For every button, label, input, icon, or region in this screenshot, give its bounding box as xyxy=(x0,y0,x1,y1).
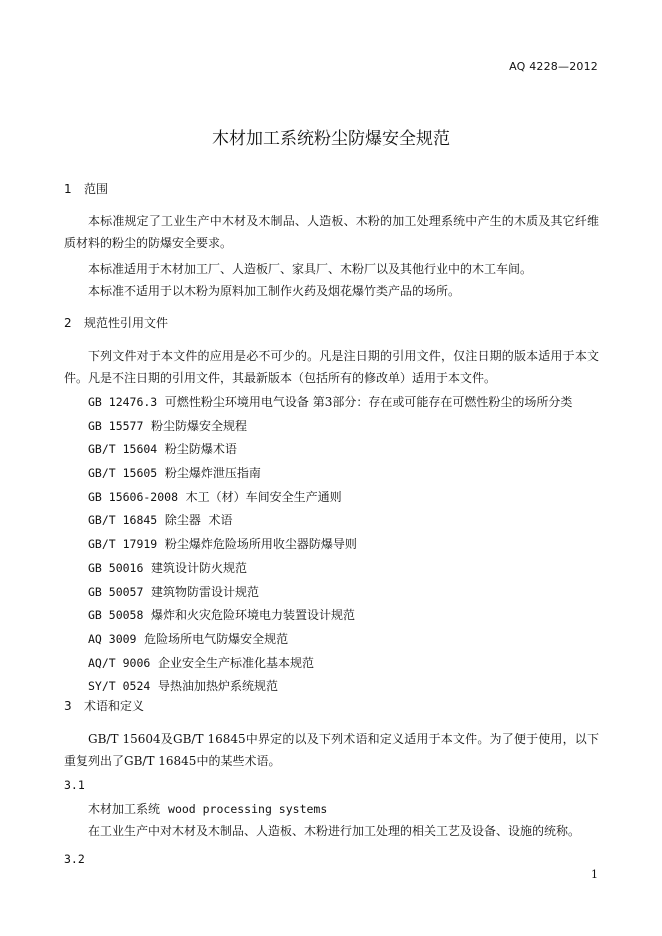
reference-title: 爆炸和火灾危险环境电力装置设计规范 xyxy=(151,608,356,623)
clause-number: 3.1 xyxy=(64,778,85,792)
term-definition: 在工业生产中对木材及木制品、人造板、木粉进行加工处理的相关工艺及设备、设施的统称。 xyxy=(88,824,581,838)
reference-item xyxy=(88,462,572,486)
reference-code: AQ 3009 xyxy=(88,631,137,646)
section-number: 2 xyxy=(64,316,72,330)
reference-code: GB 12476.3 xyxy=(88,395,158,409)
reference-title: 导热油加热炉系统规范 xyxy=(157,679,278,694)
standard-code: AQ 4228—2012 xyxy=(509,60,598,73)
reference-title: 危险场所电气防爆安全规范 xyxy=(144,631,289,646)
reference-item xyxy=(88,438,572,462)
clause-number: 3.2 xyxy=(64,852,85,866)
reference-item xyxy=(88,557,572,581)
section-title: 范围 xyxy=(84,182,109,196)
reference-code: GB 50058 xyxy=(88,608,144,623)
reference-item xyxy=(88,486,572,510)
reference-item xyxy=(88,652,572,676)
section-3-heading xyxy=(64,697,144,714)
reference-title: 企业安全生产标准化基本规范 xyxy=(157,655,314,670)
reference-code: SY/T 0524 xyxy=(88,679,151,694)
reference-code: GB/T 16845 xyxy=(88,513,158,528)
reference-item xyxy=(88,604,572,628)
reference-title: 可燃性粉尘环境用电气设备 第3部分：存在或可能存在可燃性粉尘的场所分类 xyxy=(164,395,573,409)
section-title: 术语和定义 xyxy=(84,699,145,713)
section-2-heading xyxy=(64,314,168,331)
term-entry xyxy=(88,800,327,817)
reference-title: 粉尘防爆安全规程 xyxy=(151,418,248,433)
reference-code: GB/T 15604 xyxy=(88,442,158,457)
reference-list xyxy=(88,391,572,699)
reference-item xyxy=(88,533,572,557)
reference-code: GB/T 15605 xyxy=(88,466,158,481)
reference-title: 除尘器 术语 xyxy=(164,513,233,528)
reference-title: 建筑设计防火规范 xyxy=(151,560,248,575)
scope-paragraph-3: 本标准不适用于以木粉为原料加工制作火药及烟花爆竹类产品的场所。 xyxy=(88,284,461,298)
section-1-heading xyxy=(64,180,108,197)
scope-paragraph-1: 本标准规定了工业生产中木材及木制品、人造板、木粉的加工处理系统中产生的木质及其它纤维质材料的粉尘的防爆安全要求。 xyxy=(64,214,599,250)
section-title: 规范性引用文件 xyxy=(84,316,169,330)
scope-paragraph-2: 本标准适用于木材加工厂、人造板厂、家具厂、木粉厂以及其他行业中的木工车间。 xyxy=(88,262,533,276)
reference-code: GB/T 17919 xyxy=(88,537,158,552)
reference-item xyxy=(88,391,572,415)
reference-item xyxy=(88,581,572,605)
reference-title: 木工（材）车间安全生产通则 xyxy=(185,489,342,504)
reference-code: GB 50057 xyxy=(88,584,144,599)
reference-code: AQ/T 9006 xyxy=(88,655,151,670)
reference-title: 粉尘爆炸危险场所用收尘器防爆导则 xyxy=(164,537,357,552)
section-number: 3 xyxy=(64,699,72,713)
reference-title: 建筑物防雷设计规范 xyxy=(151,584,260,599)
document-title: 木材加工系统粉尘防爆安全规范 xyxy=(212,129,450,149)
reference-item xyxy=(88,675,572,699)
reference-item xyxy=(88,509,572,533)
section-number: 1 xyxy=(64,182,72,196)
reference-code: GB 50016 xyxy=(88,560,144,575)
references-intro: 下列文件对于本文件的应用是必不可少的。凡是注日期的引用文件，仅注日期的版本适用于本文件。凡是不注日期的引用文件，其最新版本（包括所有的修改单）适用于本文件。 xyxy=(64,349,599,385)
term-chinese: 木材加工系统 xyxy=(88,802,161,816)
page-number: 1 xyxy=(591,868,598,881)
reference-item xyxy=(88,415,572,439)
reference-title: 粉尘防爆术语 xyxy=(164,442,237,457)
term-english: wood processing systems xyxy=(168,802,328,816)
reference-item xyxy=(88,628,572,652)
terms-intro: GB/T 15604及GB/T 16845中界定的以及下列术语和定义适用于本文件。为了便于使用，以下重复列出了GB/T 16845中的某些术语。 xyxy=(64,732,599,768)
reference-code: GB 15577 xyxy=(88,418,144,433)
reference-title: 粉尘爆炸泄压指南 xyxy=(164,466,261,481)
reference-code: GB 15606-2008 xyxy=(88,489,179,504)
